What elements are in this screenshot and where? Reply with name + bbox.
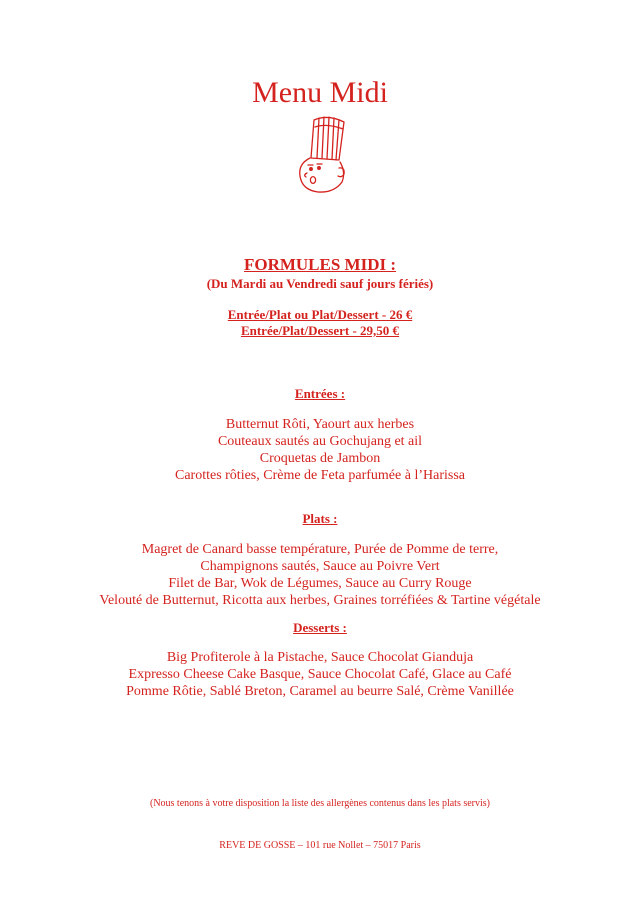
allergen-note: (Nous tenons à votre disposition la liste des allergènes contenus dans les plats servis) xyxy=(149,798,491,809)
footer-address: REVE DE GOSSE – 101 rue Nollet – 75017 Paris xyxy=(219,840,421,851)
entrees-heading: Entrées : xyxy=(294,386,346,401)
desserts-list xyxy=(0,649,640,700)
menu-item: Pomme Rôtie, Sablé Breton, Caramel au beurre Salé, Crème Vanillée xyxy=(126,684,514,699)
menu-item: Expresso Cheese Cake Basque, Sauce Chocolat Café, Glace au Café xyxy=(128,667,512,682)
menu-item: Filet de Bar, Wok de Légumes, Sauce au Curry Rouge xyxy=(168,576,472,591)
menu-item: Magret de Canard basse température, Purée de Pomme de terre, xyxy=(141,542,499,557)
page-title: Menu Midi xyxy=(252,76,388,109)
plats-list xyxy=(0,541,640,609)
formules-heading: FORMULES MIDI : xyxy=(243,255,397,274)
menu-item: Big Profiterole à la Pistache, Sauce Chocolat Gianduja xyxy=(166,650,474,665)
formules-subheading: (Du Mardi au Vendredi sauf jours fériés) xyxy=(206,276,434,291)
menu-item: Champignons sautés, Sauce au Poivre Vert xyxy=(200,559,440,574)
menu-item: Butternut Rôti, Yaourt aux herbes xyxy=(225,417,415,432)
chef-icon xyxy=(294,114,350,196)
menu-item: Carottes rôties, Crème de Feta parfumée à l’Harissa xyxy=(174,468,465,483)
menu-item: Croquetas de Jambon xyxy=(259,451,381,466)
formula-option: Entrée/Plat/Dessert - 29,50 € xyxy=(240,323,400,338)
menu-item: Couteaux sautés au Gochujang et ail xyxy=(217,434,423,449)
desserts-heading: Desserts : xyxy=(293,620,347,635)
entrees-list xyxy=(0,416,640,484)
plats-heading: Plats : xyxy=(302,511,338,526)
formula-option: Entrée/Plat ou Plat/Dessert - 26 € xyxy=(227,307,413,322)
menu-item: Velouté de Butternut, Ricotta aux herbes, Graines torréfiées & Tartine végétale xyxy=(99,593,541,608)
